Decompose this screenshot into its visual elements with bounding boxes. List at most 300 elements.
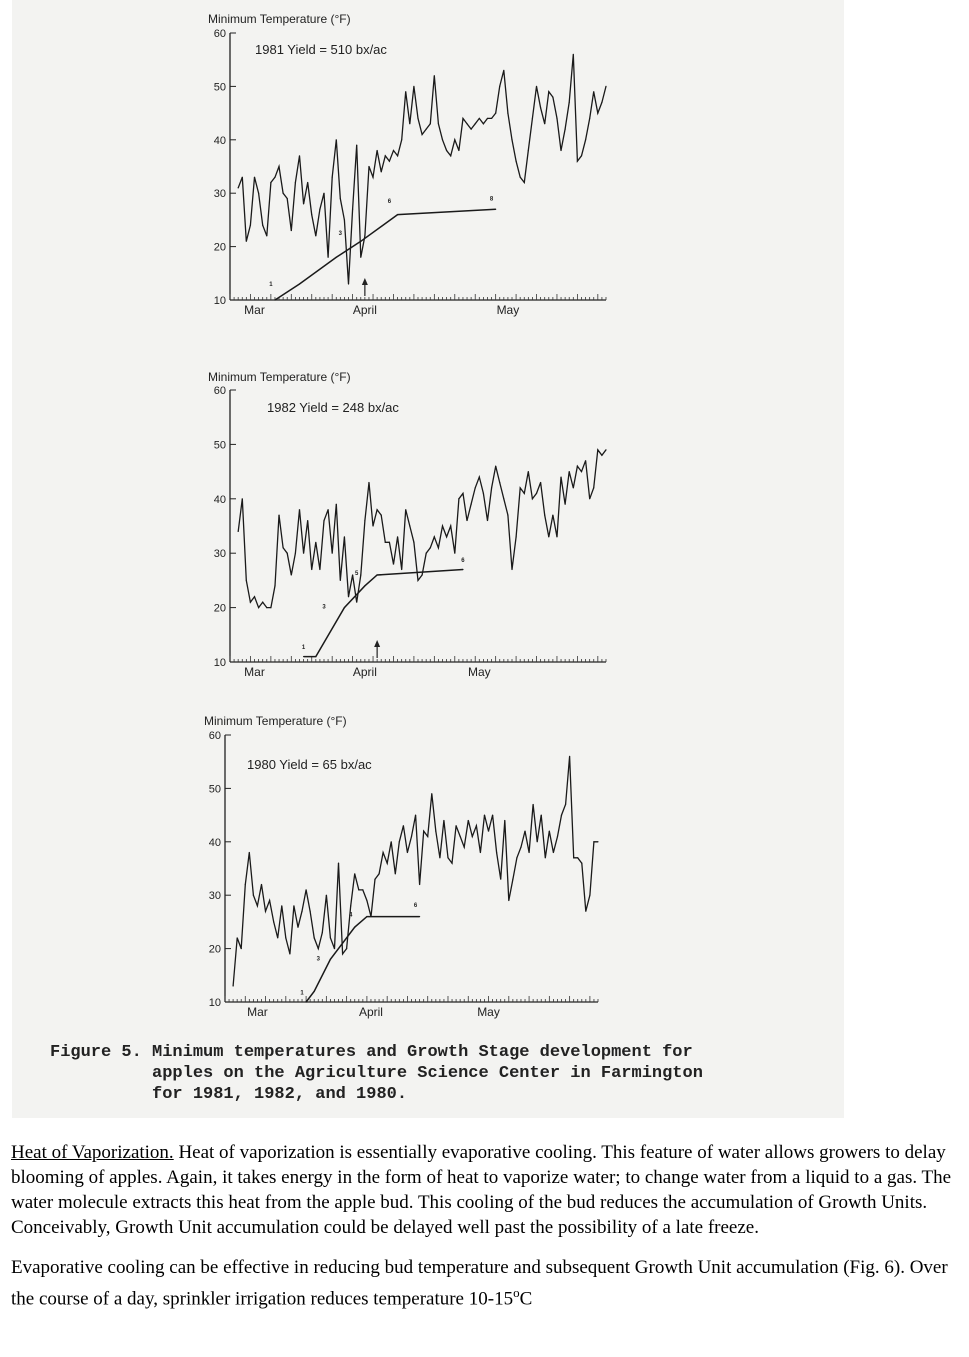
growth-stage-point — [397, 214, 398, 215]
temperature-point — [532, 118, 533, 119]
temperature-point — [601, 455, 602, 456]
temperature-point — [409, 123, 410, 124]
paragraph-evaporative-cooling — [11, 1255, 956, 1311]
temperature-point — [354, 873, 355, 874]
y-tick-label: 60 — [213, 28, 226, 40]
chart-1982 — [12, 360, 844, 700]
temperature-point — [605, 86, 606, 87]
month-label: April — [358, 1005, 383, 1019]
temperature-point — [528, 150, 529, 151]
temperature-point — [577, 161, 578, 162]
temperature-point — [503, 70, 504, 71]
degree-superscript: o — [513, 1285, 520, 1300]
temperature-point — [372, 525, 373, 526]
temperature-point — [480, 852, 481, 853]
y-axis-label: Minimum Temperature (°F) — [208, 370, 351, 384]
temperature-point — [455, 825, 456, 826]
temperature-point — [261, 884, 262, 885]
temperature-point — [319, 209, 320, 210]
temperature-point — [446, 150, 447, 151]
paragraph-text: Heat of vaporization is essentially evaporative cooling. This feature of water allows growers to delay blooming of apples. Again, it takes energy in the form of heat to vaporize water; to change water from a liquid to a gas. The water molecule extracts this heat from the apple bud. This cooling of the bud reduces the accumulation of Growth Units. Conceivably, Growth Unit accumulation could be delayed well past the possibility of a late freeze. — [11, 1142, 952, 1238]
temperature-point — [468, 820, 469, 821]
growth-stage-label: 6 — [387, 198, 392, 205]
temperature-point — [338, 863, 339, 864]
chart-1980 — [12, 706, 844, 1036]
temperature-point — [269, 900, 270, 901]
temperature-point — [537, 841, 538, 842]
temperature-point — [597, 449, 598, 450]
temperature-point — [397, 155, 398, 156]
temperature-point — [601, 102, 602, 103]
temperature-point — [293, 905, 294, 906]
temperature-point — [366, 900, 367, 901]
temperature-point — [434, 536, 435, 537]
temperature-point — [340, 198, 341, 199]
temperature-point — [577, 857, 578, 858]
temperature-point — [544, 123, 545, 124]
temperature-point — [364, 235, 365, 236]
temperature-point — [540, 107, 541, 108]
temperature-point — [346, 948, 347, 949]
temperature-point — [442, 139, 443, 140]
growth-stage-point — [315, 656, 316, 657]
temperature-point — [368, 166, 369, 167]
temperature-point — [524, 493, 525, 494]
temperature-point — [577, 466, 578, 467]
temperature-point — [565, 504, 566, 505]
temperature-point — [536, 86, 537, 87]
growth-stage-point — [419, 916, 420, 917]
yield-annotation: 1981 Yield = 510 bx/ac — [255, 42, 387, 57]
temperature-point — [307, 182, 308, 183]
temperature-point — [340, 580, 341, 581]
temperature-point — [389, 542, 390, 543]
temperature-point — [242, 498, 243, 499]
chart-svg — [12, 706, 844, 1036]
temperature-point — [356, 602, 357, 603]
growth-stage-point — [303, 656, 304, 657]
temperature-point — [460, 836, 461, 837]
temperature-point — [581, 863, 582, 864]
temperature-point — [589, 118, 590, 119]
temperature-point — [266, 607, 267, 608]
growth-stage-label: 1 — [300, 990, 304, 997]
temperature-point — [311, 569, 312, 570]
temperature-point — [305, 889, 306, 890]
temperature-point — [511, 139, 512, 140]
temperature-point — [318, 948, 319, 949]
temperature-point — [237, 937, 238, 938]
temperature-point — [430, 547, 431, 548]
temperature-point — [443, 820, 444, 821]
temperature-point — [500, 879, 501, 880]
temperature-point — [250, 225, 251, 226]
freeze-arrow-head — [374, 640, 380, 647]
temperature-point — [395, 873, 396, 874]
temperature-series-line — [233, 756, 598, 986]
temperature-point — [472, 836, 473, 837]
temperature-point — [552, 96, 553, 97]
temperature-point — [573, 54, 574, 55]
temperature-point — [434, 75, 435, 76]
temperature-point — [597, 113, 598, 114]
y-tick-label: 60 — [213, 385, 226, 397]
temperature-point — [393, 563, 394, 564]
y-tick-label: 20 — [213, 602, 226, 615]
temperature-point — [549, 831, 550, 832]
growth-stage-label: 1 — [269, 282, 273, 289]
temperature-point — [533, 804, 534, 805]
chart-svg — [12, 360, 844, 700]
y-tick-label: 10 — [213, 657, 226, 669]
temperature-point — [238, 531, 239, 532]
temperature-point — [281, 905, 282, 906]
growth-stage-label: 3 — [338, 230, 343, 237]
temperature-point — [254, 596, 255, 597]
temperature-point — [475, 487, 476, 488]
month-label: May — [496, 303, 520, 317]
temperature-point — [246, 241, 247, 242]
temperature-point — [258, 193, 259, 194]
temperature-point — [372, 177, 373, 178]
temperature-series-line — [238, 450, 606, 608]
y-tick-label: 60 — [208, 730, 221, 742]
temperature-point — [556, 118, 557, 119]
temperature-point — [426, 129, 427, 130]
temperature-point — [540, 482, 541, 483]
unit-text: C — [519, 1288, 533, 1310]
temperature-point — [565, 804, 566, 805]
temperature-point — [330, 937, 331, 938]
temperature-point — [491, 487, 492, 488]
y-tick-label: 10 — [208, 997, 221, 1009]
temperature-point — [515, 536, 516, 537]
temperature-point — [561, 815, 562, 816]
temperature-point — [458, 150, 459, 151]
temperature-point — [381, 515, 382, 516]
temperature-point — [405, 509, 406, 510]
temperature-point — [315, 542, 316, 543]
temperature-point — [491, 118, 492, 119]
temperature-point — [507, 113, 508, 114]
temperature-point — [314, 937, 315, 938]
temperature-point — [438, 547, 439, 548]
temperature-point — [262, 225, 263, 226]
growth-stage-point — [299, 283, 300, 284]
temperature-point — [581, 471, 582, 472]
month-label: Mar — [244, 303, 265, 317]
y-tick-label: 20 — [213, 241, 226, 254]
temperature-point — [287, 198, 288, 199]
y-tick-label: 10 — [213, 295, 226, 307]
growth-stage-point — [360, 241, 361, 242]
temperature-point — [270, 607, 271, 608]
temperature-point — [536, 493, 537, 494]
y-tick-label: 40 — [213, 134, 226, 147]
temperature-point — [417, 580, 418, 581]
growth-stage-point — [314, 991, 315, 992]
temperature-point — [488, 831, 489, 832]
temperature-point — [560, 476, 561, 477]
temperature-point — [278, 515, 279, 516]
temperature-point — [495, 466, 496, 467]
temperature-point — [283, 547, 284, 548]
temperature-point — [327, 509, 328, 510]
temperature-point — [454, 553, 455, 554]
temperature-point — [287, 553, 288, 554]
temperature-point — [483, 123, 484, 124]
temperature-point — [233, 985, 234, 986]
temperature-point — [451, 863, 452, 864]
growth-stage-point — [305, 1001, 306, 1002]
temperature-point — [385, 542, 386, 543]
temperature-point — [438, 123, 439, 124]
temperature-point — [421, 134, 422, 135]
temperature-point — [403, 825, 404, 826]
temperature-point — [291, 230, 292, 231]
temperature-point — [253, 895, 254, 896]
temperature-point — [301, 911, 302, 912]
temperature-point — [532, 498, 533, 499]
growth-stage-point — [495, 209, 496, 210]
temperature-point — [250, 602, 251, 603]
temperature-point — [383, 852, 384, 853]
temperature-point — [464, 847, 465, 848]
temperature-point — [246, 580, 247, 581]
y-tick-label: 50 — [208, 783, 221, 796]
temperature-point — [407, 852, 408, 853]
temperature-point — [374, 879, 375, 880]
temperature-point — [442, 525, 443, 526]
temperature-point — [411, 836, 412, 837]
paragraph-heat-of-vaporization — [11, 1140, 956, 1240]
temperature-point — [277, 937, 278, 938]
temperature-point — [479, 476, 480, 477]
temperature-point — [427, 836, 428, 837]
growth-stage-line — [275, 209, 496, 300]
temperature-point — [548, 91, 549, 92]
temperature-point — [327, 257, 328, 258]
temperature-point — [524, 182, 525, 183]
temperature-point — [295, 182, 296, 183]
temperature-point — [348, 283, 349, 284]
month-label: April — [352, 665, 377, 679]
temperature-point — [597, 841, 598, 842]
temperature-point — [413, 86, 414, 87]
month-label: Mar — [247, 1005, 268, 1019]
temperature-point — [560, 150, 561, 151]
chart-svg — [12, 0, 844, 340]
section-heading: Heat of Vaporization. — [11, 1142, 174, 1163]
temperature-point — [364, 520, 365, 521]
growth-stage-point — [344, 607, 345, 608]
temperature-point — [520, 177, 521, 178]
yield-annotation: 1982 Yield = 248 bx/ac — [267, 400, 399, 415]
temperature-point — [323, 193, 324, 194]
chart-1981 — [12, 0, 844, 340]
temperature-point — [430, 123, 431, 124]
temperature-point — [385, 155, 386, 156]
paragraph-text: Evaporative cooling can be effective in reducing bud temperature and subsequent Growth Unit accumulation (Fig. 6). Over the course of a day, sprinkler irrigation reduces temperature 10-15 — [11, 1257, 948, 1310]
temperature-point — [593, 91, 594, 92]
yield-annotation: 1980 Yield = 65 bx/ac — [247, 757, 372, 772]
temperature-point — [262, 602, 263, 603]
temperature-point — [458, 498, 459, 499]
temperature-point — [381, 171, 382, 172]
growth-stage-label: 6 — [461, 557, 465, 564]
temperature-point — [299, 509, 300, 510]
temperature-point — [377, 509, 378, 510]
temperature-point — [336, 139, 337, 140]
temperature-point — [585, 911, 586, 912]
temperature-point — [378, 873, 379, 874]
temperature-point — [511, 569, 512, 570]
temperature-point — [356, 145, 357, 146]
y-tick-label: 30 — [208, 890, 221, 903]
temperature-point — [257, 905, 258, 906]
body-text — [11, 1140, 956, 1326]
growth-stage-point — [462, 569, 463, 570]
temperature-point — [565, 129, 566, 130]
temperature-point — [446, 536, 447, 537]
temperature-point — [387, 863, 388, 864]
temperature-point — [573, 487, 574, 488]
month-label: April — [352, 303, 377, 317]
temperature-point — [503, 498, 504, 499]
temperature-point — [439, 857, 440, 858]
temperature-point — [401, 139, 402, 140]
temperature-point — [274, 585, 275, 586]
temperature-point — [401, 569, 402, 570]
temperature-point — [274, 177, 275, 178]
growth-stage-point — [336, 257, 337, 258]
temperature-point — [254, 177, 255, 178]
temperature-point — [483, 493, 484, 494]
temperature-point — [417, 118, 418, 119]
temperature-point — [569, 471, 570, 472]
growth-stage-point — [366, 916, 367, 917]
temperature-point — [419, 884, 420, 885]
temperature-point — [557, 836, 558, 837]
temperature-point — [348, 596, 349, 597]
growth-stage-label: 4 — [349, 912, 353, 919]
y-tick-label: 20 — [208, 943, 221, 956]
freeze-arrow-head — [362, 278, 368, 285]
temperature-point — [326, 895, 327, 896]
y-tick-label: 40 — [213, 493, 226, 506]
temperature-point — [270, 182, 271, 183]
temperature-point — [311, 214, 312, 215]
temperature-point — [495, 113, 496, 114]
temperature-point — [426, 553, 427, 554]
temperature-point — [504, 820, 505, 821]
growth-stage-label: 5 — [355, 570, 359, 577]
temperature-point — [238, 187, 239, 188]
temperature-point — [336, 504, 337, 505]
temperature-point — [360, 257, 361, 258]
temperature-point — [423, 831, 424, 832]
temperature-point — [319, 569, 320, 570]
temperature-point — [242, 177, 243, 178]
temperature-series-line — [238, 54, 606, 284]
temperature-point — [492, 815, 493, 816]
temperature-point — [496, 852, 497, 853]
temperature-point — [605, 449, 606, 450]
temperature-point — [528, 471, 529, 472]
temperature-point — [466, 123, 467, 124]
y-tick-label: 40 — [208, 836, 221, 849]
temperature-point — [487, 118, 488, 119]
temperature-point — [593, 487, 594, 488]
temperature-point — [334, 948, 335, 949]
temperature-point — [552, 515, 553, 516]
y-axis-label: Minimum Temperature (°F) — [208, 12, 351, 26]
temperature-point — [303, 203, 304, 204]
temperature-point — [528, 852, 529, 853]
temperature-point — [508, 900, 509, 901]
temperature-point — [241, 948, 242, 949]
temperature-point — [399, 841, 400, 842]
temperature-point — [544, 515, 545, 516]
temperature-point — [524, 831, 525, 832]
temperature-point — [297, 927, 298, 928]
temperature-point — [389, 161, 390, 162]
temperature-point — [589, 498, 590, 499]
temperature-point — [435, 831, 436, 832]
temperature-point — [273, 921, 274, 922]
temperature-point — [362, 889, 363, 890]
temperature-point — [344, 219, 345, 220]
temperature-point — [454, 139, 455, 140]
temperature-point — [507, 515, 508, 516]
temperature-point — [377, 150, 378, 151]
temperature-point — [360, 574, 361, 575]
month-label: May — [477, 1005, 500, 1019]
temperature-point — [569, 756, 570, 757]
growth-stage-label: 3 — [316, 956, 320, 963]
growth-stage-point — [377, 574, 378, 575]
temperature-point — [295, 553, 296, 554]
temperature-point — [350, 905, 351, 906]
temperature-point — [322, 932, 323, 933]
temperature-point — [520, 487, 521, 488]
temperature-point — [245, 884, 246, 885]
month-label: May — [467, 665, 491, 679]
y-tick-label: 30 — [213, 548, 226, 561]
temperature-point — [515, 161, 516, 162]
growth-stage-point — [364, 585, 365, 586]
temperature-point — [479, 118, 480, 119]
temperature-point — [450, 525, 451, 526]
temperature-point — [512, 879, 513, 880]
temperature-point — [303, 553, 304, 554]
temperature-point — [487, 520, 488, 521]
temperature-point — [413, 542, 414, 543]
temperature-point — [405, 91, 406, 92]
temperature-point — [585, 139, 586, 140]
temperature-point — [344, 536, 345, 537]
temperature-point — [391, 841, 392, 842]
temperature-point — [421, 574, 422, 575]
temperature-point — [352, 574, 353, 575]
temperature-point — [471, 504, 472, 505]
growth-stage-label: 3 — [322, 604, 326, 611]
temperature-point — [476, 825, 477, 826]
temperature-point — [475, 123, 476, 124]
growth-stage-label: 1 — [301, 644, 306, 651]
temperature-point — [358, 889, 359, 890]
growth-stage-point — [330, 959, 331, 960]
